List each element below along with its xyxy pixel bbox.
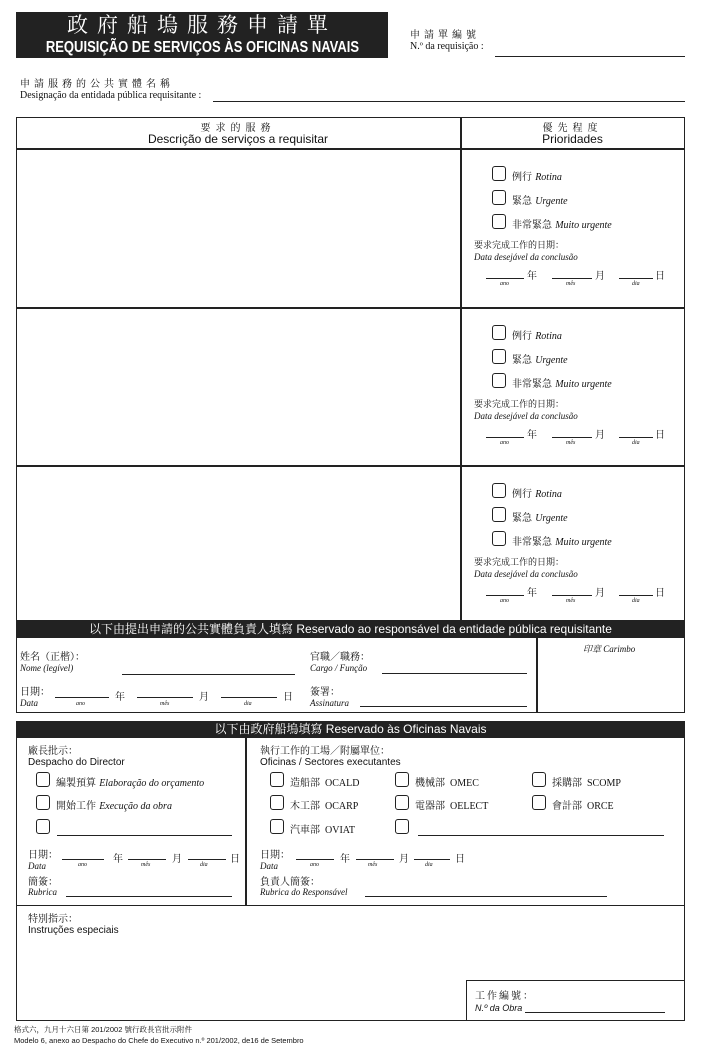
option-zh: 非常緊急: [512, 379, 552, 390]
dia-hint: dia: [632, 598, 640, 604]
workshop-label: 造船部 OCALD: [290, 778, 360, 789]
mes-hint: mês: [566, 598, 576, 604]
resp-rubrica-field[interactable]: [365, 896, 607, 897]
option-pt: Muito urgente: [555, 537, 612, 548]
year-label: 年: [527, 271, 537, 282]
mes-hint: mês: [160, 701, 170, 707]
option-zh: 非常緊急: [512, 537, 552, 548]
checkbox[interactable]: [492, 349, 506, 364]
director-date-label-zh: 日期：: [28, 850, 58, 861]
due-year-field[interactable]: [486, 437, 524, 438]
service-description-2[interactable]: [18, 309, 458, 464]
due-date-label-zh: 要求完成工作的日期：: [474, 558, 565, 568]
day-label: 日: [655, 271, 665, 282]
req-no-label-pt: N.º da requisição :: [410, 41, 484, 52]
col-services-pt: Descrição de serviços a requisitar: [147, 132, 329, 146]
due-month-field[interactable]: [552, 437, 592, 438]
mes-hint: mês: [368, 862, 378, 868]
ano-hint: ano: [76, 701, 85, 707]
due-date-label-pt: Data desejável da conclusão: [474, 252, 578, 262]
service-description-3[interactable]: [18, 467, 458, 619]
year-label: 年: [340, 854, 350, 865]
req-no-label-zh: 申請單編號: [410, 30, 480, 41]
checkbox[interactable]: [532, 772, 546, 787]
checkbox[interactable]: [492, 190, 506, 205]
option-zh: 非常緊急: [512, 220, 552, 231]
sign-label-zh: 簽署：: [310, 687, 340, 698]
option-zh: 例行: [512, 172, 532, 183]
resp-label-zh: 負責人簡簽：: [260, 877, 320, 888]
req-no-field[interactable]: [495, 56, 685, 57]
workshop-label: 機械部 OMEC: [415, 778, 479, 789]
rubrica-field[interactable]: [66, 896, 232, 897]
director-date-label-pt: Data: [28, 861, 46, 871]
col-services-zh: 要求的服務: [200, 123, 276, 134]
option-zh: 開始工作: [56, 801, 96, 812]
form-title-pt: REQUISIÇÃO DE SERVIÇOS ÀS OFICINAS NAVAIS: [45, 39, 360, 56]
day-label: 日: [655, 430, 665, 441]
checkbox[interactable]: [270, 772, 284, 787]
name-label-pt: Nome (legível): [20, 663, 74, 673]
option-zh: 緊急: [512, 355, 532, 366]
checkbox[interactable]: [492, 214, 506, 229]
year-label: 年: [527, 588, 537, 599]
month-label: 月: [595, 588, 605, 599]
cargo-label-pt: Cargo / Função: [310, 663, 368, 673]
stamp-label: 印章 Carimbo: [583, 644, 636, 654]
year-label: 年: [527, 430, 537, 441]
day-label: 日: [655, 588, 665, 599]
option-zh: 緊急: [512, 196, 532, 207]
footer-note-pt: Modelo 6, anexo ao Despacho do Chefe do Executivo n.º 201/2002, de16 de Setembro: [14, 1036, 304, 1045]
director-label-zh: 廠長批示：: [28, 746, 78, 757]
footer-note-zh: 格式六，九月十六日第 201/2002 號行政長官批示附件: [14, 1025, 192, 1034]
mes-hint: mês: [141, 862, 151, 868]
option-zh: 例行: [512, 331, 532, 342]
workshops-label-pt: Oficinas / Sectores executantes: [260, 757, 401, 768]
option-zh: 例行: [512, 489, 532, 500]
option-pt: Urgente: [535, 196, 568, 207]
workshop-other-checkbox[interactable]: [395, 819, 409, 834]
option-zh: 緊急: [512, 513, 532, 524]
ano-hint: ano: [500, 281, 509, 287]
day-label: 日: [283, 692, 293, 703]
workshop-label: 木工部 OCARP: [290, 801, 359, 812]
due-date-label-pt: Data desejável da conclusão: [474, 569, 578, 579]
director-option-other-checkbox[interactable]: [36, 819, 50, 834]
director-year-field[interactable]: [62, 859, 104, 860]
workshop-label: 電器部 OELECT: [415, 801, 489, 812]
month-label: 月: [172, 854, 182, 865]
ano-hint: ano: [310, 862, 319, 868]
rubrica-label-pt: Rubrica: [28, 887, 57, 897]
checkbox[interactable]: [270, 795, 284, 810]
navy-section-bar: 以下由政府船塢填寫 Reservado às Oficinas Navais: [16, 721, 685, 738]
date-day-field[interactable]: [221, 697, 277, 698]
due-date-label-zh: 要求完成工作的日期：: [474, 241, 565, 251]
year-label: 年: [115, 692, 125, 703]
entity-label-zh: 申請服務的公共實體名稱: [20, 79, 174, 90]
workshops-label-zh: 執行工作的工場／附屬單位：: [260, 746, 390, 757]
form-title-block: [16, 12, 388, 58]
director-label-pt: Despacho do Director: [28, 757, 125, 768]
month-label: 月: [199, 692, 209, 703]
option-pt: Rotina: [535, 331, 562, 342]
date-year-field[interactable]: [55, 697, 109, 698]
workshop-other-field[interactable]: [418, 835, 664, 836]
workshop-label: 會計部 ORCE: [552, 801, 614, 812]
checkbox[interactable]: [492, 483, 506, 498]
day-label: 日: [230, 854, 240, 865]
due-date-label-pt: Data desejável da conclusão: [474, 411, 578, 421]
month-label: 月: [595, 271, 605, 282]
checkbox[interactable]: [492, 507, 506, 522]
year-label: 年: [113, 854, 123, 865]
due-day-field[interactable]: [619, 437, 653, 438]
date-label-zh: 日期：: [20, 687, 50, 698]
resp-label-pt: Rubrica do Responsável: [260, 887, 348, 897]
entity-field[interactable]: [213, 101, 685, 102]
director-day-field[interactable]: [188, 859, 226, 860]
dia-hint: dia: [632, 440, 640, 446]
option-pt: Muito urgente: [555, 379, 612, 390]
due-year-field[interactable]: [486, 278, 524, 279]
mes-hint: mês: [566, 281, 576, 287]
month-label: 月: [399, 854, 409, 865]
stamp-area[interactable]: [538, 655, 683, 711]
director-month-field[interactable]: [128, 859, 166, 860]
ano-hint: ano: [500, 598, 509, 604]
option-pt: Urgente: [535, 355, 568, 366]
due-month-field[interactable]: [552, 595, 592, 596]
entity-section-bar: 以下由提出申請的公共實體負責人填寫 Reservado ao responsável da entidade pública requisitante: [16, 621, 685, 638]
name-label-zh: 姓名（正楷）：: [20, 652, 85, 663]
work-no-label-pt: N.º da Obra: [475, 1003, 523, 1013]
dia-hint: dia: [200, 862, 208, 868]
checkbox[interactable]: [532, 795, 546, 810]
special-label-zh: 特別指示：: [28, 914, 78, 925]
checkbox[interactable]: [492, 373, 506, 388]
checkbox[interactable]: [270, 819, 284, 834]
workshop-label: 汽車部 OVIAT: [290, 825, 355, 836]
mes-hint: mês: [566, 440, 576, 446]
checkbox[interactable]: [492, 531, 506, 546]
option-pt: Rotina: [535, 489, 562, 500]
due-month-field[interactable]: [552, 278, 592, 279]
workshop-date-label-zh: 日期：: [260, 850, 290, 861]
dia-hint: dia: [425, 862, 433, 868]
option-pt: Elaboração do orçamento: [99, 778, 205, 789]
name-field[interactable]: [122, 674, 295, 675]
option-pt: Muito urgente: [555, 220, 612, 231]
option-pt: Execução da obra: [99, 801, 172, 812]
checkbox[interactable]: [395, 772, 409, 787]
workshop-label: 採購部 SCOMP: [552, 778, 621, 789]
dia-hint: dia: [244, 701, 252, 707]
workshop-day-field[interactable]: [414, 859, 450, 860]
col-priority-zh: 優先程度: [542, 123, 603, 134]
checkbox[interactable]: [36, 795, 50, 810]
due-year-field[interactable]: [486, 595, 524, 596]
work-no-label-zh: 工作編號：: [475, 991, 535, 1002]
work-no-field[interactable]: [525, 1012, 665, 1013]
workshop-month-field[interactable]: [356, 859, 394, 860]
priority-block: [462, 467, 684, 617]
due-date-label-zh: 要求完成工作的日期：: [474, 400, 565, 410]
cargo-field[interactable]: [382, 673, 527, 674]
ano-hint: ano: [500, 440, 509, 446]
due-day-field[interactable]: [619, 278, 653, 279]
sign-label-pt: Assinatura: [310, 698, 350, 708]
special-instructions-field[interactable]: [20, 940, 460, 978]
due-day-field[interactable]: [619, 595, 653, 596]
checkbox[interactable]: [492, 325, 506, 340]
date-month-field[interactable]: [137, 697, 193, 698]
rubrica-label-zh: 簡簽：: [28, 877, 58, 888]
priority-block: [462, 150, 684, 300]
signature-field[interactable]: [360, 706, 527, 707]
month-label: 月: [595, 430, 605, 441]
dia-hint: dia: [632, 281, 640, 287]
form-title-zh: 政府船塢服務申請單: [67, 13, 337, 37]
ano-hint: ano: [78, 862, 87, 868]
special-label-pt: Instruções especiais: [28, 925, 119, 936]
option-pt: Rotina: [535, 172, 562, 183]
option-zh: 編製預算: [56, 778, 96, 789]
workshop-date-label-pt: Data: [260, 861, 278, 871]
col-priority-pt: Prioridades: [542, 132, 603, 146]
divider: [245, 737, 247, 906]
date-label-pt: Data: [20, 698, 38, 708]
priority-block: [462, 309, 684, 459]
workshop-year-field[interactable]: [296, 859, 334, 860]
day-label: 日: [455, 854, 465, 865]
checkbox[interactable]: [36, 772, 50, 787]
checkbox[interactable]: [395, 795, 409, 810]
cargo-label-zh: 官職／職務：: [310, 652, 370, 663]
director-option-other-field[interactable]: [57, 835, 232, 836]
option-pt: Urgente: [535, 513, 568, 524]
checkbox[interactable]: [492, 166, 506, 181]
entity-label-pt: Designação da entidada pública requisitante :: [20, 90, 202, 101]
service-description-1[interactable]: [18, 150, 458, 306]
